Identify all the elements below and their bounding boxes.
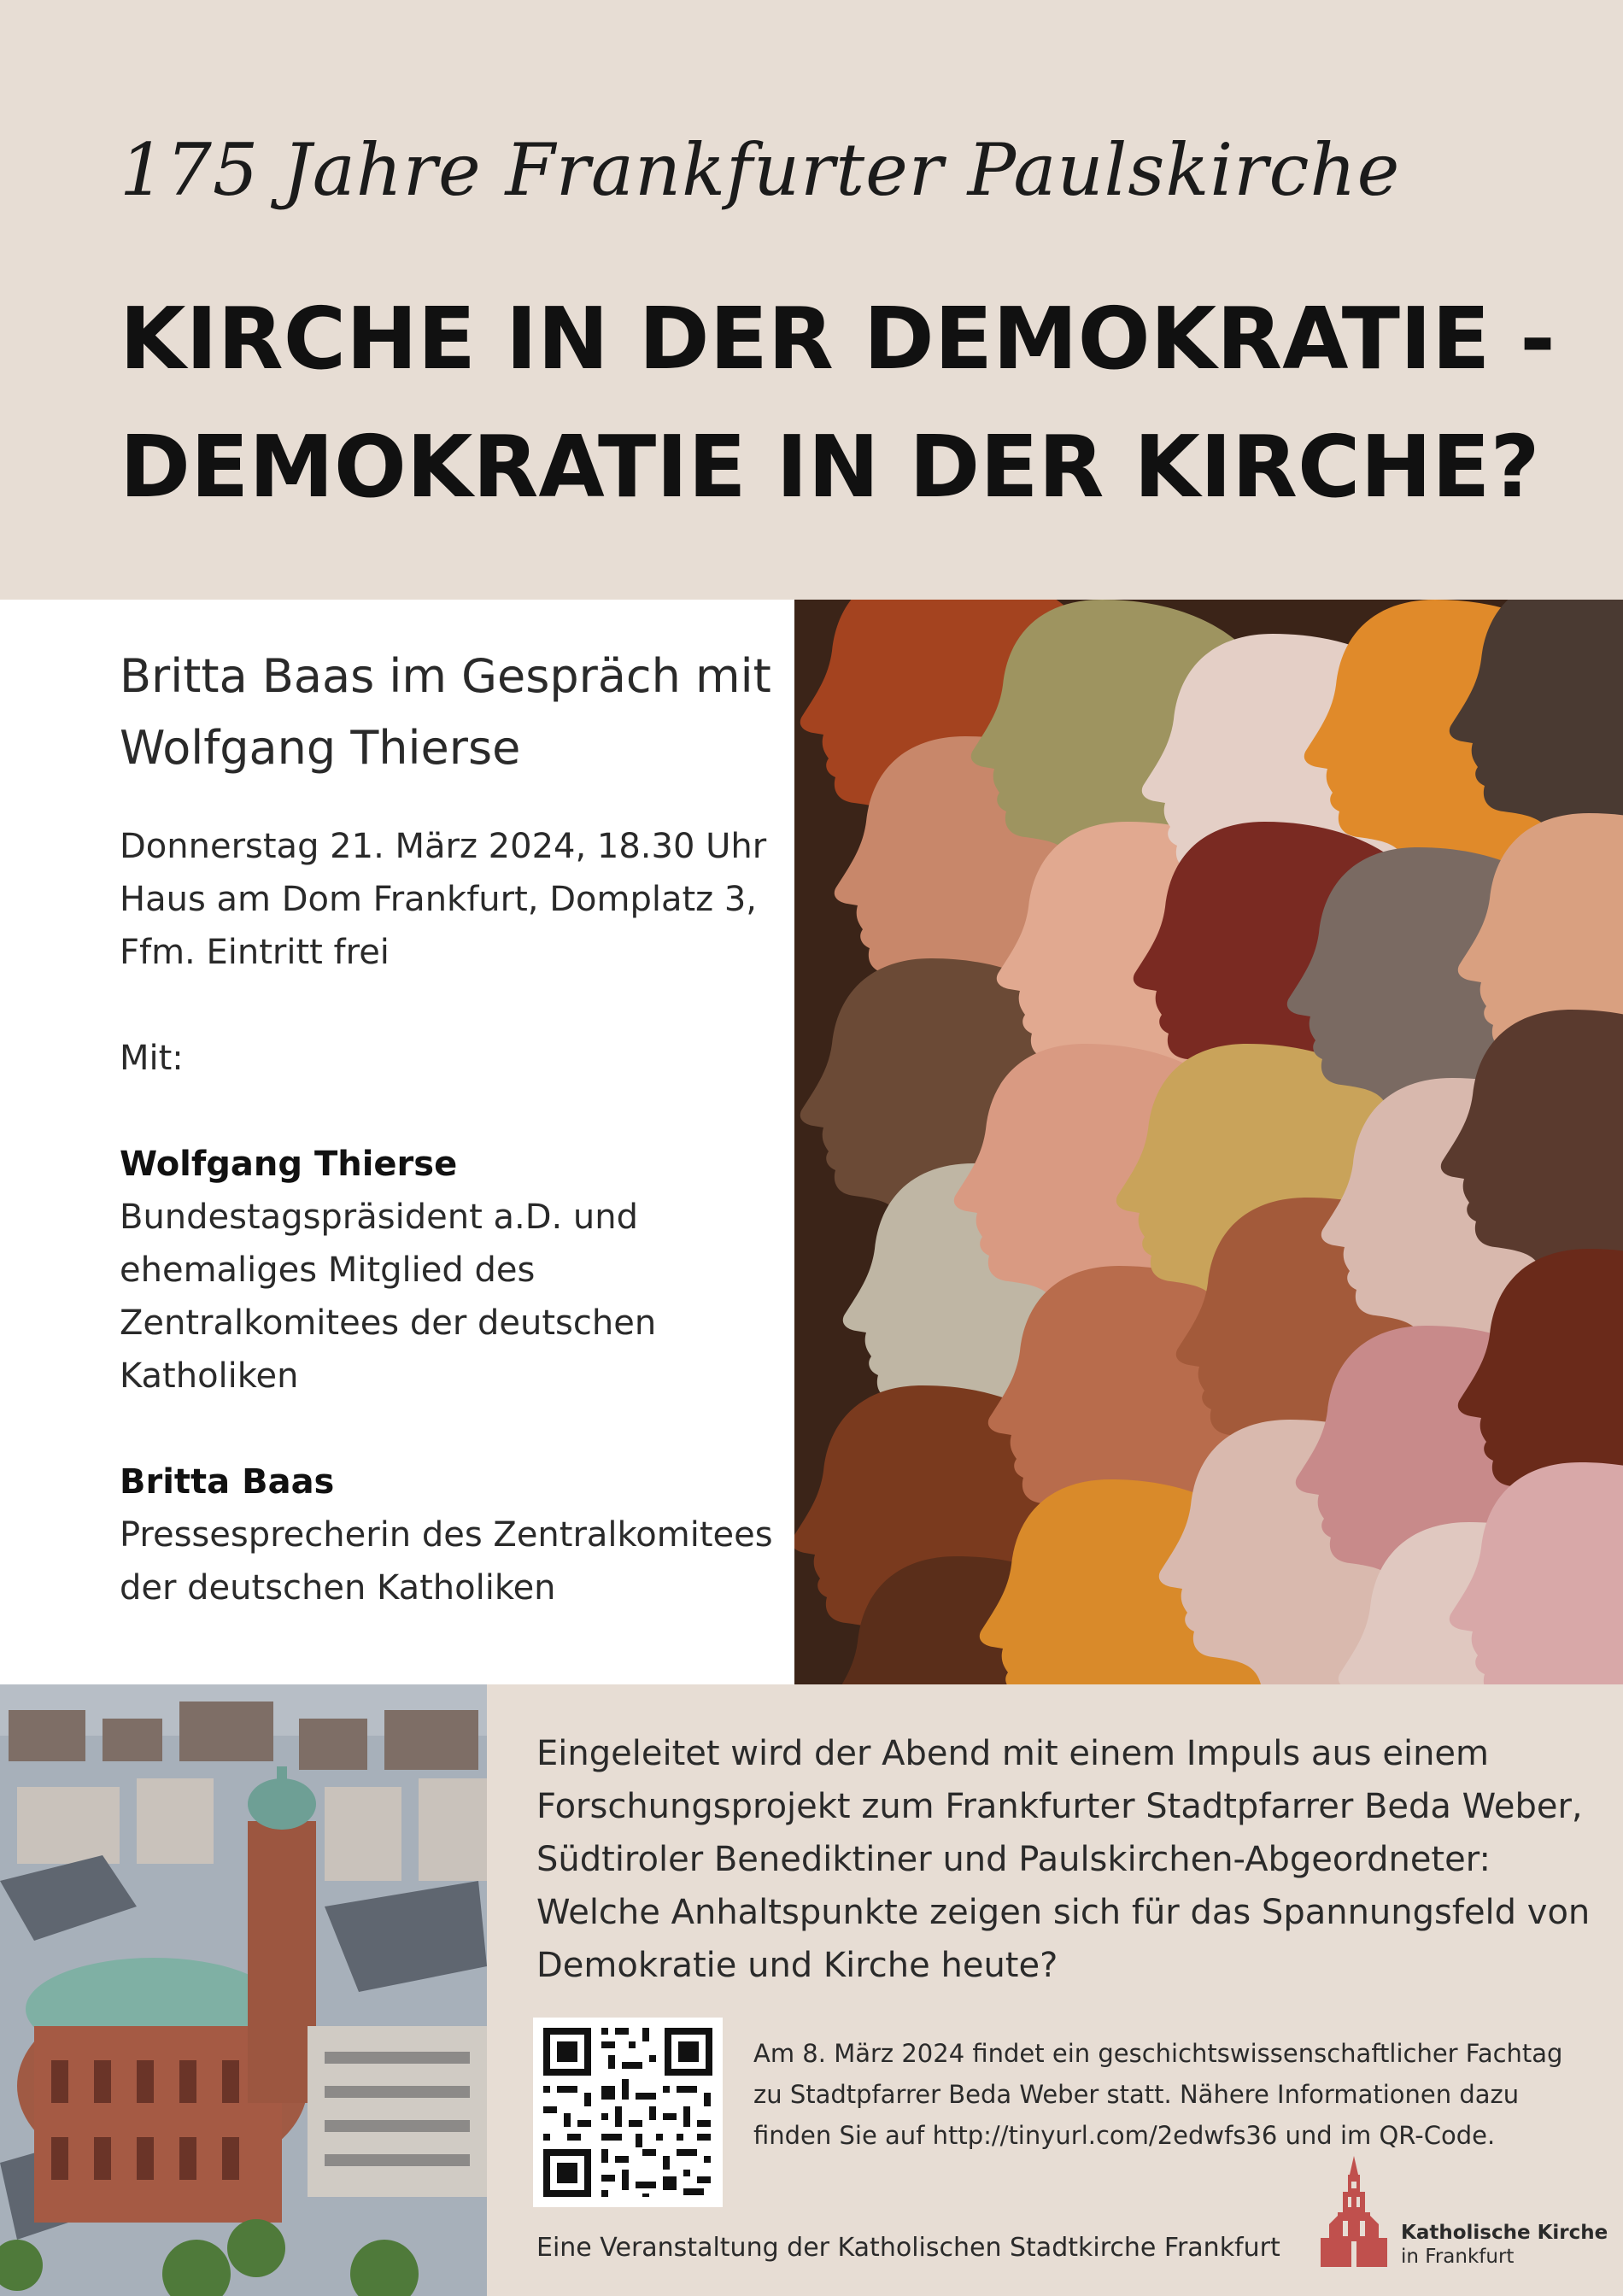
speaker-desc-line: ehemaliges Mitglied des — [120, 1250, 536, 1290]
logo-text — [1401, 2221, 1608, 2269]
speaker-baas — [120, 1456, 803, 1614]
intro-line: Südtiroler Benediktiner und Paulskirchen-Abgeordneter: — [536, 1840, 1491, 1879]
note-line: Am 8. März 2024 findet ein geschichtswissenschaftlicher Fachtag — [753, 2039, 1563, 2068]
script-title: 175 Jahre Frankfurter Paulskirche — [120, 128, 1401, 212]
speaker-desc-line: Katholiken — [120, 1356, 299, 1396]
headline-line-2: DEMOKRATIE IN DER KIRCHE? — [120, 417, 1540, 517]
note-line: finden Sie auf http://tinyurl.com/2edwfs36 und im QR-Code. — [753, 2121, 1496, 2150]
intro-line: Demokratie und Kirche heute? — [536, 1946, 1058, 1985]
speaker-desc-line: Bundestagspräsident a.D. und — [120, 1198, 639, 1237]
intro-line: Eingeleitet wird der Abend mit einem Impuls aus einem — [536, 1734, 1489, 1773]
bottom-band — [0, 1684, 1623, 2296]
note-line: zu Stadtpfarrer Beda Weber statt. Nähere Informationen dazu — [753, 2080, 1520, 2109]
subtitle-line-1: Britta Baas im Gespräch mit — [120, 649, 771, 703]
speaker-desc-line: Zentralkomitees der deutschen — [120, 1303, 657, 1343]
symposium-note — [753, 2033, 1573, 2156]
with-label: Mit: — [120, 1039, 184, 1078]
event-venue-line-2: Ffm. Eintritt frei — [120, 933, 390, 972]
event-details — [120, 641, 803, 1614]
intro-line: Welche Anhaltspunkte zeigen sich für das Spannungsfeld von — [536, 1893, 1591, 1932]
event-subtitle — [120, 641, 803, 784]
headline — [120, 275, 1555, 531]
paulskirche-aerial-photo — [0, 1684, 487, 2296]
organizer-line: Eine Veranstaltung der Katholischen Stadtkirche Frankfurt — [536, 2233, 1280, 2263]
intro-paragraph — [536, 1727, 1604, 1992]
katholische-kirche-logo — [1315, 2156, 1606, 2284]
headline-line-1: KIRCHE IN DER DEMOKRATIE - — [120, 289, 1556, 389]
qr-code-icon — [533, 2018, 723, 2207]
intro-line: Forschungsprojekt zum Frankfurter Stadtpfarrer Beda Weber, — [536, 1787, 1583, 1826]
heads-collage-svg — [794, 600, 1623, 1684]
event-venue-line-1: Haus am Dom Frankfurt, Domplatz 3, — [120, 880, 758, 919]
header-band — [0, 0, 1623, 600]
speaker-desc-line: der deutschen Katholiken — [120, 1568, 556, 1608]
speaker-name: Britta Baas — [120, 1462, 335, 1502]
heads-collage-image — [794, 600, 1623, 1684]
qr-code[interactable] — [533, 2018, 723, 2207]
logo-line-1: Katholische Kirche — [1401, 2222, 1608, 2244]
subtitle-line-2: Wolfgang Thierse — [120, 721, 521, 775]
event-date: Donnerstag 21. März 2024, 18.30 Uhr — [120, 827, 767, 866]
logo-line-2: in Frankfurt — [1401, 2246, 1515, 2268]
city-illustration — [0, 1684, 487, 2296]
speaker-thierse — [120, 1138, 803, 1403]
speaker-desc-line: Pressesprecherin des Zentralkomitees — [120, 1515, 773, 1555]
event-info — [120, 820, 803, 979]
cathedral-icon — [1315, 2156, 1392, 2267]
speaker-name: Wolfgang Thierse — [120, 1145, 458, 1184]
